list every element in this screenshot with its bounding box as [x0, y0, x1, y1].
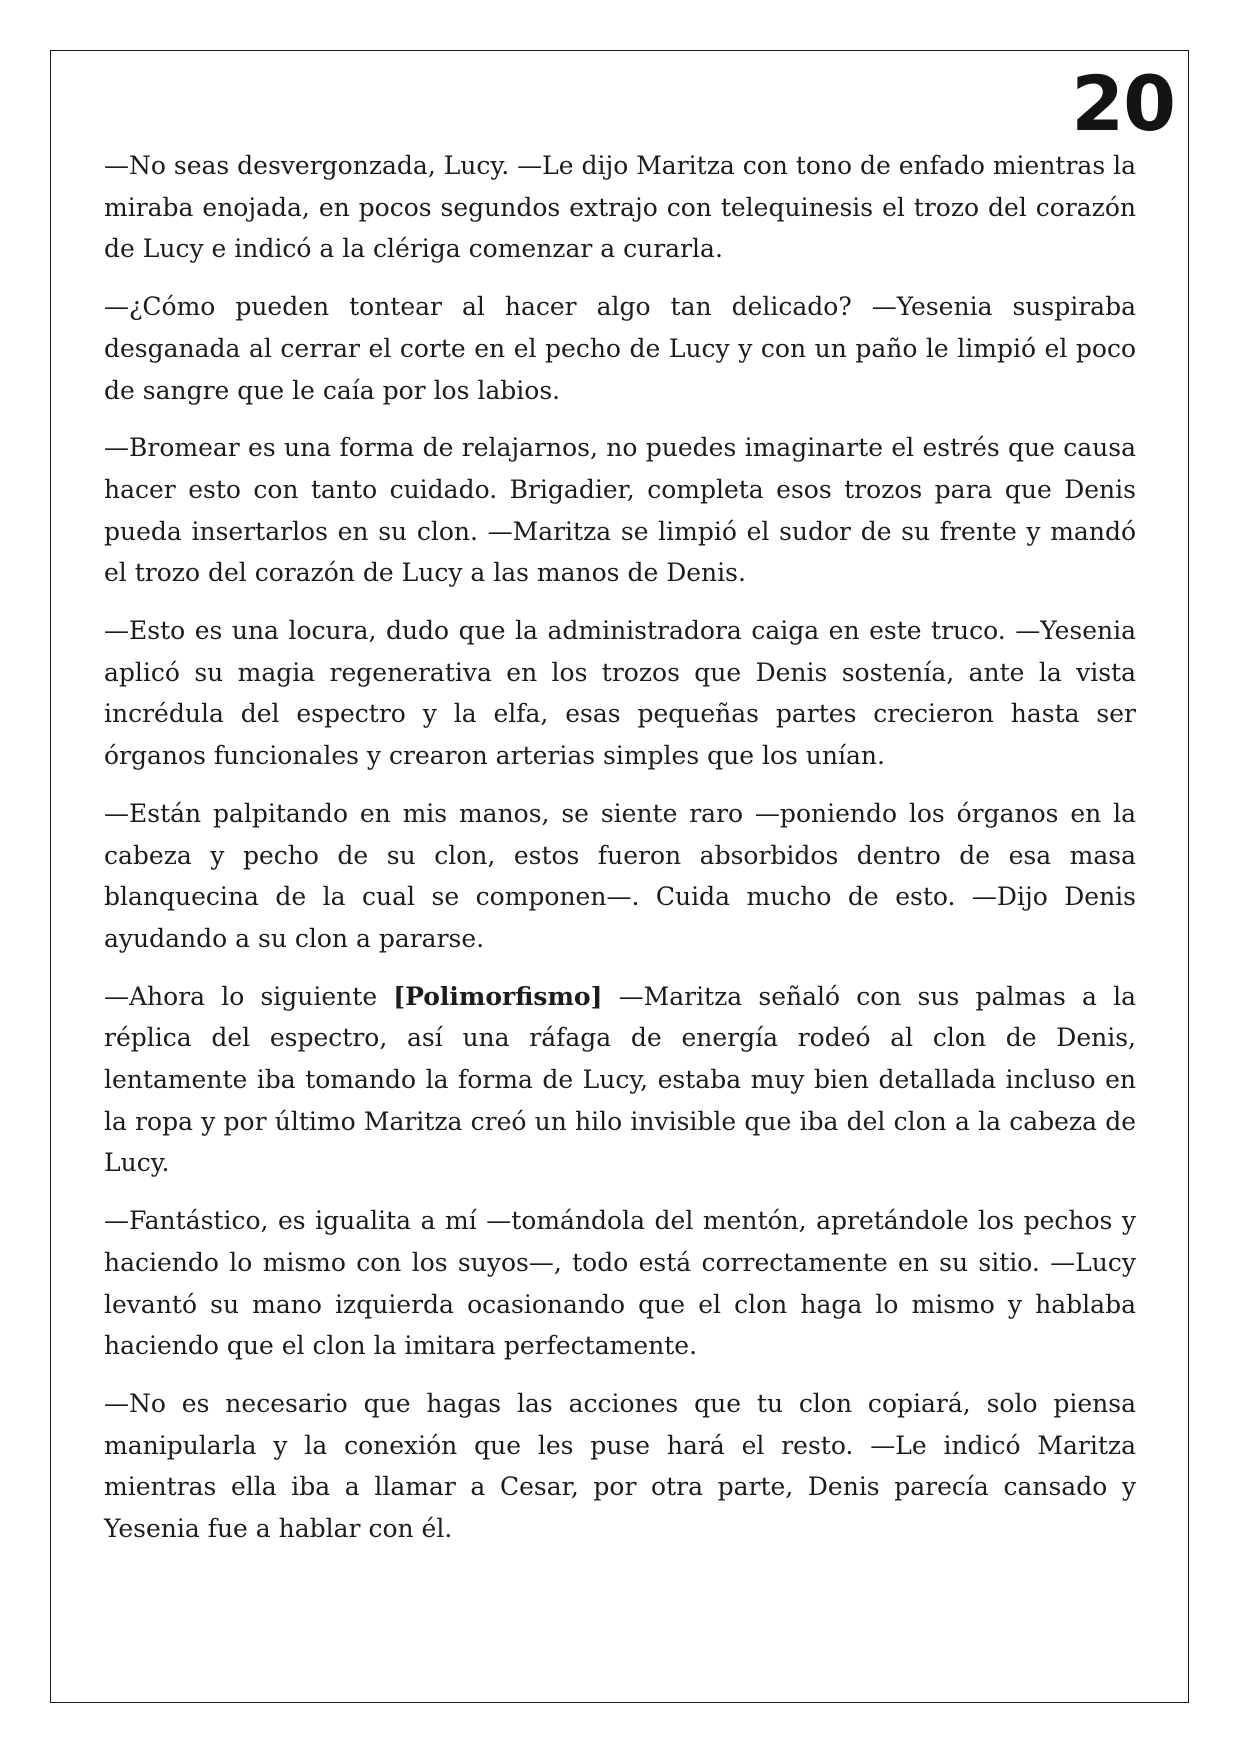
- paragraph-text: —Esto es una locura, dudo que la administradora caiga en este truco. —Yesenia aplicó su magia regenerativa en los trozos que Denis sostenía, ante la vista incrédula del espectro y la elfa, esas pequeñas partes crecieron hasta ser órganos funcionales y crearon arterias simples que los unían.: [104, 616, 1136, 771]
- paragraph-text: —Bromear es una forma de relajarnos, no puedes imaginarte el estrés que causa hacer esto con tanto cuidado. Brigadier, completa esos trozos para que Denis pueda insertarlos en su clon. —Maritza se limpió el sudor de su frente y mandó el trozo del corazón de Lucy a las manos de Denis.: [104, 433, 1136, 588]
- paragraph-text: —Maritza señaló con sus palmas a la réplica del espectro, así una ráfaga de energía rodeó al clon de Denis, lentamente iba tomando la forma de Lucy, estaba muy bien detallada incluso en la ropa y por último Maritza creó un hilo invisible que iba del clon a la cabeza de Lucy.: [104, 981, 1136, 1178]
- spell-name: [Polimorfismo]: [393, 981, 603, 1011]
- paragraph: [104, 1383, 1136, 1550]
- paragraph-text: —Ahora lo siguiente: [104, 981, 394, 1011]
- paragraph-text: —No es necesario que hagas las acciones que tu clon copiará, solo piensa manipularla y la conexión que les puse hará el resto. —Le indicó Maritza mientras ella iba a llamar a Cesar, por otra parte, Denis parecía cansado y Yesenia fue a hablar con él.: [104, 1388, 1136, 1544]
- text-body: [104, 145, 1136, 1566]
- paragraph: [104, 427, 1136, 594]
- paragraph-text: —Están palpitando en mis manos, se siente raro —poniendo los órganos en la cabeza y pecho de su clon, estos fueron absorbidos dentro de esa masa blanquecina de la cual se componen—. Cuida mucho de esto. —Dijo Denis ayudando a su clon a pararse.: [104, 798, 1136, 953]
- paragraph: [104, 976, 1136, 1185]
- paragraph-text: —Fantástico, es igualita a mí —tomándola del mentón, apretándole los pechos y haciendo lo mismo con los suyos—, todo está correctamente en su sitio. —Lucy levantó su mano izquierda ocasionando que el clon haga lo mismo y hablaba haciendo que el clon la imitara perfectamente.: [104, 1206, 1136, 1361]
- paragraph: [104, 286, 1136, 411]
- paragraph-text: —No seas desvergonzada, Lucy. —Le dijo Maritza con tono de enfado mientras la miraba enojada, en pocos segundos extrajo con telequinesis el trozo del corazón de Lucy e indicó a la clériga comenzar a curarla.: [104, 151, 1136, 264]
- paragraph: [104, 793, 1136, 960]
- paragraph: [104, 1200, 1136, 1367]
- paragraph: [104, 610, 1136, 777]
- paragraph: [104, 145, 1136, 270]
- page-number: 20: [1071, 59, 1175, 148]
- paragraph-text: —¿Cómo pueden tontear al hacer algo tan delicado? —Yesenia suspiraba desganada al cerrar el corte en el pecho de Lucy y con un paño le limpió el poco de sangre que le caía por los labios.: [104, 292, 1136, 405]
